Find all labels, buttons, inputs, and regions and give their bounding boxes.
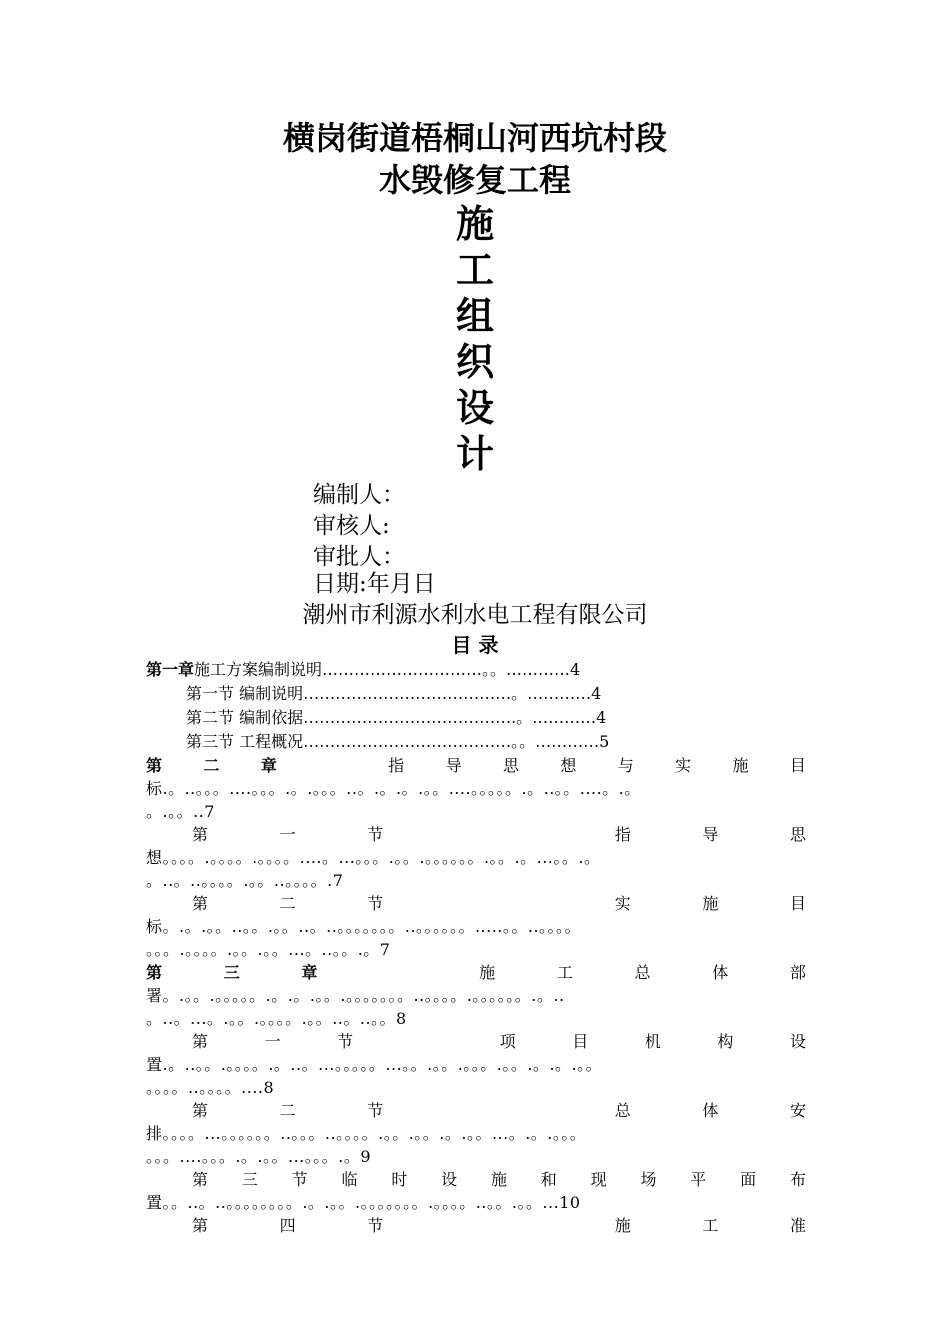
- toc-word: 指: [614, 825, 631, 844]
- toc-word: 三: [241, 1170, 258, 1189]
- toc-entry-section-3-2[interactable]: [192, 1099, 806, 1122]
- vertical-title-char: 施: [455, 202, 494, 246]
- toc-word: 实: [614, 894, 631, 913]
- chapter-label: 第一章: [146, 660, 195, 679]
- toc-entry-chapter-1[interactable]: [146, 658, 580, 681]
- toc-dots: 。.。。..7: [146, 802, 215, 821]
- toc-word: 机: [644, 1032, 661, 1051]
- toc-word: 项: [499, 1032, 516, 1051]
- toc-word: 安: [789, 1101, 806, 1120]
- toc-word: 总: [634, 963, 651, 982]
- toc-word: 实: [675, 756, 692, 775]
- vertical-title-char: 工: [455, 248, 494, 292]
- toc-word: 场: [640, 1170, 657, 1189]
- toc-word: 施: [490, 1170, 507, 1189]
- toc-word: 思: [789, 825, 806, 844]
- toc-word: 工: [702, 1216, 719, 1235]
- toc-entry-section-3-1[interactable]: [192, 1030, 806, 1053]
- toc-word: 第: [192, 825, 209, 844]
- toc-word: 体: [712, 963, 729, 982]
- toc-dots: 。..。...。.。。.。。。。.。。..。..。。8: [146, 1009, 407, 1028]
- toc-word: 节: [367, 825, 384, 844]
- toc-word: 设: [789, 1032, 806, 1051]
- toc-word: 和: [540, 1170, 557, 1189]
- toc-word: 目: [789, 894, 806, 913]
- vertical-title-char: 织: [455, 340, 494, 384]
- toc-dots: 标.。..。。。....。。。.。.。。。..。.。.。.。。....。。。。。.。..。。....。.。: [146, 779, 641, 798]
- toc-dots: 。。。....。。。.。.。。...。。。.。9: [146, 1147, 372, 1166]
- toc-word: 目: [572, 1032, 589, 1051]
- toc-entry-section-3-3[interactable]: [192, 1168, 806, 1191]
- toc-title: 目 录: [451, 633, 499, 657]
- toc-word: 导: [702, 825, 719, 844]
- toc-word: 二: [279, 894, 296, 913]
- toc-word: 指: [388, 756, 405, 775]
- toc-word: 时: [391, 1170, 408, 1189]
- toc-word: 临: [341, 1170, 358, 1189]
- toc-word: 章: [301, 963, 318, 982]
- toc-word: 第: [192, 1101, 209, 1120]
- toc-word: 平: [690, 1170, 707, 1189]
- toc-entry-chapter-2[interactable]: [146, 754, 806, 777]
- toc-word: 体: [702, 1101, 719, 1120]
- date-label: 日期:年月日: [313, 571, 436, 597]
- toc-dots: 署。.。。.。。。。。.。.。.。。.。。。。。。。..。。。。.。。。。。。.。..: [146, 986, 565, 1005]
- toc-word: 第: [146, 756, 163, 775]
- toc-dots: 。。。。..。。。。....8: [146, 1078, 275, 1097]
- toc-word: 三: [223, 963, 240, 982]
- toc-entry-section-2-1[interactable]: [192, 823, 806, 846]
- toc-word: 节: [367, 1216, 384, 1235]
- vertical-title-char: 计: [455, 432, 494, 476]
- toc-word: 第: [192, 894, 209, 913]
- toc-entry-section-2-2[interactable]: [192, 892, 806, 915]
- toc-entry-chapter-3[interactable]: [146, 961, 806, 984]
- toc-word: 第: [192, 1216, 209, 1235]
- toc-dots: 标。.。.。。..。。.。。..。..。。。。。。。..。。。。。。.....。。..。。。。: [146, 917, 582, 936]
- toc-word: 面: [740, 1170, 757, 1189]
- toc-word: 构: [717, 1032, 734, 1051]
- toc-word: 施: [479, 963, 496, 982]
- toc-word: 二: [279, 1101, 296, 1120]
- toc-word: 总: [614, 1101, 631, 1120]
- toc-entry-section-1-1[interactable]: 第一节 编制说明…………………………………。…………4: [186, 684, 602, 703]
- toc-word: 部: [789, 963, 806, 982]
- chapter-text: 施工方案编制说明…………………………。。…………4: [194, 660, 581, 679]
- toc-dots: 置.。..。。.。。。。.。..。...。。。。。...。。.。。.。。。.。。.。.。.。。: [146, 1055, 603, 1074]
- toc-word: 施: [732, 756, 749, 775]
- company-name: 潮州市利源水利水电工程有限公司: [302, 602, 648, 628]
- toc-entry-section-3-4[interactable]: [192, 1214, 806, 1237]
- toc-word: 节: [367, 894, 384, 913]
- toc-word: 设: [441, 1170, 458, 1189]
- toc-dots: 。..。..。。。。.。。..。。。。.7: [146, 871, 344, 890]
- reviewer-label: 审核人:: [313, 513, 390, 539]
- toc-word: 导: [445, 756, 462, 775]
- cover-title-line-2: 水毁修复工程: [378, 161, 571, 199]
- toc-word: 思: [502, 756, 519, 775]
- toc-word: 一: [264, 1032, 281, 1051]
- toc-word: 节: [337, 1032, 354, 1051]
- toc-word: 四: [279, 1216, 296, 1235]
- toc-word: 二: [203, 756, 220, 775]
- toc-word: 与: [617, 756, 634, 775]
- vertical-title-char: 设: [455, 386, 494, 430]
- toc-word: 一: [279, 825, 296, 844]
- toc-word: 章: [260, 756, 277, 775]
- toc-word: 第: [192, 1170, 209, 1189]
- cover-title-line-1: 横岗街道梧桐山河西坑村段: [282, 119, 667, 157]
- toc-word: 工: [556, 963, 573, 982]
- vertical-title-char: 组: [455, 294, 494, 338]
- toc-dots: 想。。。。.。。。。.。。。。....。...。。。.。。.。。。。。。.。。.。...。。.。: [146, 848, 601, 867]
- toc-dots: 排。。。。...。。。。。。..。。。..。。。。.。。.。。.。.。。...。.。.。。。: [146, 1124, 587, 1143]
- toc-word: 第: [146, 963, 163, 982]
- toc-word: 节: [291, 1170, 308, 1189]
- approver-label: 审批人：: [313, 544, 405, 570]
- toc-dots: 置。。..。..。。。。。。。。.。.。。.。。。。。。。.。。。。..。。.。。...10: [146, 1193, 581, 1212]
- toc-entry-section-1-3[interactable]: 第三节 工程概况…………………………………。。…………5: [186, 732, 610, 751]
- toc-word: 目: [789, 756, 806, 775]
- toc-word: 准: [789, 1216, 806, 1235]
- toc-entry-section-1-2[interactable]: 第二节 编制依据………………………………….。…………4: [186, 708, 607, 727]
- toc-word: 想: [560, 756, 577, 775]
- toc-word: 现: [590, 1170, 607, 1189]
- toc-word: 施: [702, 894, 719, 913]
- toc-word: 布: [789, 1170, 806, 1189]
- toc-word: 施: [614, 1216, 631, 1235]
- compiler-label: 编制人：: [313, 482, 405, 508]
- toc-word: 节: [367, 1101, 384, 1120]
- toc-dots: 。。。.。。。。.。。.。。...。..。。.。7: [146, 940, 391, 959]
- toc-word: 第: [192, 1032, 209, 1051]
